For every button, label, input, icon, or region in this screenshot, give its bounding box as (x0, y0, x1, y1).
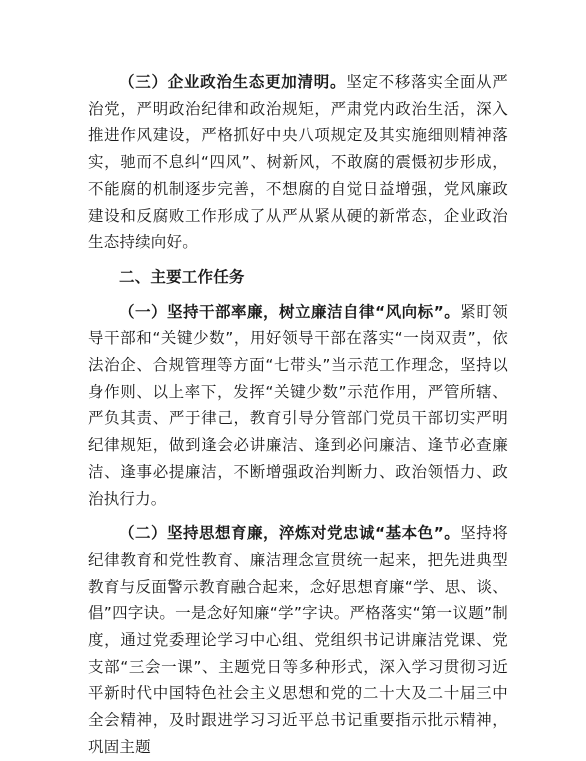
paragraph-text: 坚定不移落实全面从严治党，严明政治纪律和政治规矩，严肃党内政治生活，深入推进作风建设，严格抓好中央八项规定及其实施细则精神落实，驰而不息纠“四风”、树新风，不敢腐的震慑初步形成，不能腐的机制逐步完善，不想腐的自觉日益增强，党风廉政建设和反腐败工作形成了从严从紧从硬的新常态，企业政治生态持续向好。 (88, 73, 508, 252)
paragraph-lead: （二）坚持思想育廉，淬炼对党忠诚“基本色”。 (119, 524, 461, 543)
paragraph-cadre-integrity (88, 299, 508, 513)
paragraph-lead: （三）企业政治生态更加清明。 (119, 73, 347, 91)
section-heading: 二、主要工作任务 (119, 267, 245, 286)
paragraph-ideological-integrity (88, 520, 508, 760)
paragraph-ecology (88, 69, 508, 256)
paragraph-text: 紧盯领导干部和“关键少数”，用好领导干部在落实“一岗双责”，依法治企、合规管理等方面“七带头”当示范工作理念，坚持以身作则、以上率下，发挥“关键少数”示范作用，严管所辖、严负其责、严于律己，教育引导分管部门党员干部切实严明纪律规矩，做到逢会必讲廉洁、逢到必问廉洁、逢节必查廉洁、逢事必提廉洁，不断增强政治判断力、政治领悟力、政治执行力。 (88, 302, 508, 508)
paragraph-lead: （一）坚持干部率廉，树立廉洁自律“风向标”。 (119, 302, 461, 321)
document-body (88, 69, 508, 761)
paragraph-text: 坚持将纪律教育和党性教育、廉洁理念宣贯统一起来，把先进典型教育与反面警示教育融合起来，念好思想育廉“学、思、谈、倡”四字诀。一是念好知廉“学”字诀。严格落实“第一议题”制度，通过党委理论学习中心组、党组织书记讲廉洁党课、党支部“三会一课”、主题党日等多种形式，深入学习贯彻习近平新时代中国特色社会主义思想和党的二十大及二十届三中全会精神，及时跟进学习习近平总书记重要指示批示精神，巩固主题 (88, 524, 508, 756)
